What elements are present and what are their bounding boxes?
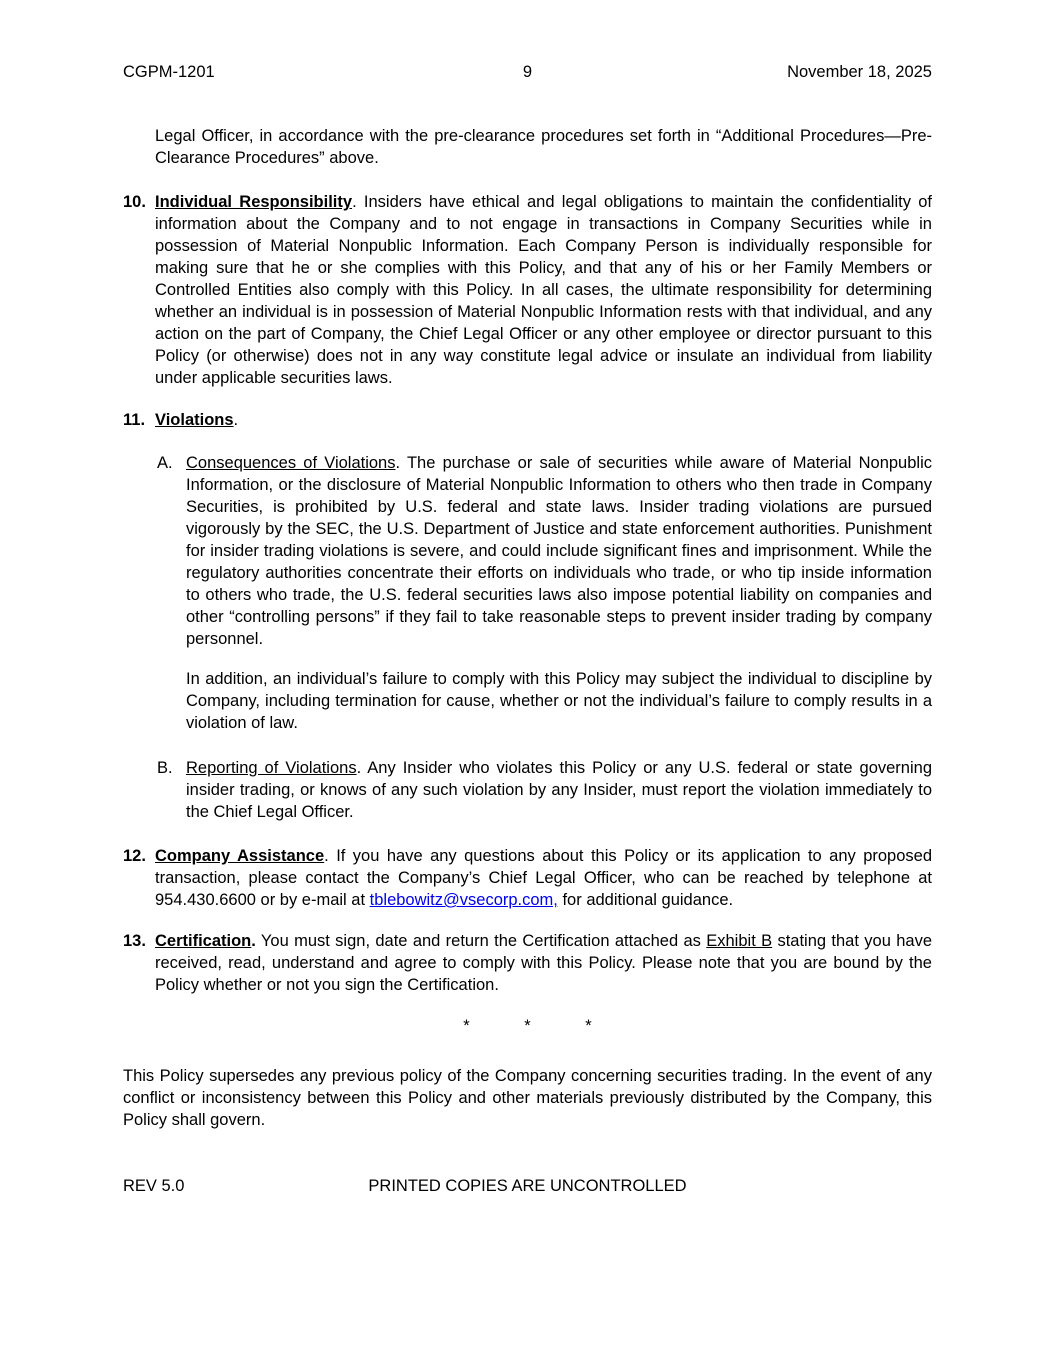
section-13-title: Certification	[155, 932, 252, 950]
separator-star: *	[524, 1017, 531, 1035]
subsection-11b-letter: B.	[157, 759, 173, 777]
subsection-11a	[157, 452, 932, 650]
page-number: 9	[522, 63, 533, 81]
email-link[interactable]: tblebowitz@vsecorp.com,	[369, 891, 558, 909]
subsection-11b-body: . Any Insider who violates this Policy or any U.S. federal or state governing insider trading, or knows of any such violation by any Insider, must report the violation immediately to the Chief Legal Officer.	[186, 759, 932, 821]
intro-paragraph: Legal Officer, in accordance with the pre-clearance procedures set forth in “Additional Procedures—Pre-Clearance Procedures” above.	[155, 127, 932, 167]
separator-star: *	[585, 1017, 592, 1035]
subsection-11a-paragraph	[186, 452, 932, 650]
section-12-title: Company Assistance	[155, 847, 325, 865]
section-12-number: 12.	[123, 847, 146, 865]
section-13	[123, 930, 932, 996]
header-date: November 18, 2025	[787, 63, 932, 81]
subsection-11b-title: Reporting of Violations	[186, 759, 357, 777]
subsection-11b	[157, 757, 932, 823]
document-id: CGPM-1201	[123, 63, 215, 81]
uncontrolled-notice: PRINTED COPIES ARE UNCONTROLLED	[368, 1177, 687, 1195]
section-12-body-pre: . If you have any questions about this Policy or its application to any proposed transaction, please contact the Company’s Chief Legal Officer, who can be reached by telephone at 954.430.6600 or by e-mail at	[155, 847, 933, 909]
section-10-number: 10.	[123, 193, 146, 211]
closing-paragraph: This Policy supersedes any previous policy of the Company concerning securities trading. In the event of any conflict or inconsistency between this Policy and other materials previously distributed by the Company, this Policy shall govern.	[123, 1067, 932, 1129]
section-separator	[123, 1015, 932, 1037]
page-footer	[123, 1175, 932, 1197]
section-13-number: 13.	[123, 932, 146, 950]
footer-spacer	[687, 1175, 932, 1197]
revision-label: REV 5.0	[123, 1177, 185, 1195]
section-11-number: 11.	[123, 411, 146, 429]
section-10	[123, 191, 932, 389]
section-11-title: Violations	[155, 411, 234, 429]
separator-star: *	[463, 1017, 470, 1035]
section-13-body-pre: You must sign, date and return the Certification attached as	[255, 932, 707, 950]
exhibit-b-reference: Exhibit B	[706, 932, 773, 950]
section-10-paragraph	[155, 191, 932, 389]
section-11	[123, 409, 932, 431]
section-10-body: . Insiders have ethical and legal obligations to maintain the confidentiality of information about the Company and to not engage in transactions in Company Securities while in possession of Material Nonpublic Information. Each Company Person is individually responsible for making sure that he or she complies with this Policy, and that any of his or her Family Members or Controlled Entities also comply with this Policy. In all cases, the ultimate responsibility for determining whether an individual is in possession of Material Nonpublic Information rests with that individual, and any action on the part of Company, the Chief Legal Officer or any other employee or director pursuant to this Policy (or otherwise) does not in any way constitute legal advice or insulate an individual from liability under applicable securities laws.	[155, 193, 933, 387]
subsection-11a-title: Consequences of Violations	[186, 454, 396, 472]
section-13-paragraph	[155, 930, 932, 996]
subsection-11a-continuation: In addition, an individual’s failure to comply with this Policy may subject the individual to discipline by Company, including termination for cause, whether or not the individual’s failure to comply results in a violation of law.	[186, 670, 932, 732]
section-13-title-period: .	[251, 932, 256, 950]
section-12	[123, 845, 932, 911]
subsection-11a-letter: A.	[157, 454, 173, 472]
section-12-body-post: for additional guidance.	[557, 891, 734, 909]
section-10-title: Individual Responsibility	[155, 193, 353, 211]
section-12-paragraph	[155, 845, 932, 911]
subsection-11a-body: . The purchase or sale of securities while aware of Material Nonpublic Information, or the disclosure of Material Nonpublic Information to others who then trade in Company Securities, is prohibited by U.S. federal and state laws. Insider trading violations are pursued vigorously by the SEC, the U.S. Department of Justice and state enforcement authorities. Punishment for insider trading violations is severe, and could include significant fines and imprisonment. While the regulatory authorities concentrate their efforts on individuals who trade, or who tip inside information to others who trade, the U.S. federal securities laws also impose potential liability on companies and other “controlling persons” if they fail to take reasonable steps to prevent insider trading by company personnel.	[186, 454, 932, 648]
section-11-title-period: .	[233, 411, 239, 429]
page-header	[123, 61, 932, 83]
section-13-body-post: stating that you have received, read, understand and agree to comply with this Policy. Please note that you are bound by the Policy whether or not you sign the Certification.	[155, 932, 932, 994]
section-11-heading	[155, 409, 932, 431]
subsection-11b-paragraph	[186, 757, 932, 823]
